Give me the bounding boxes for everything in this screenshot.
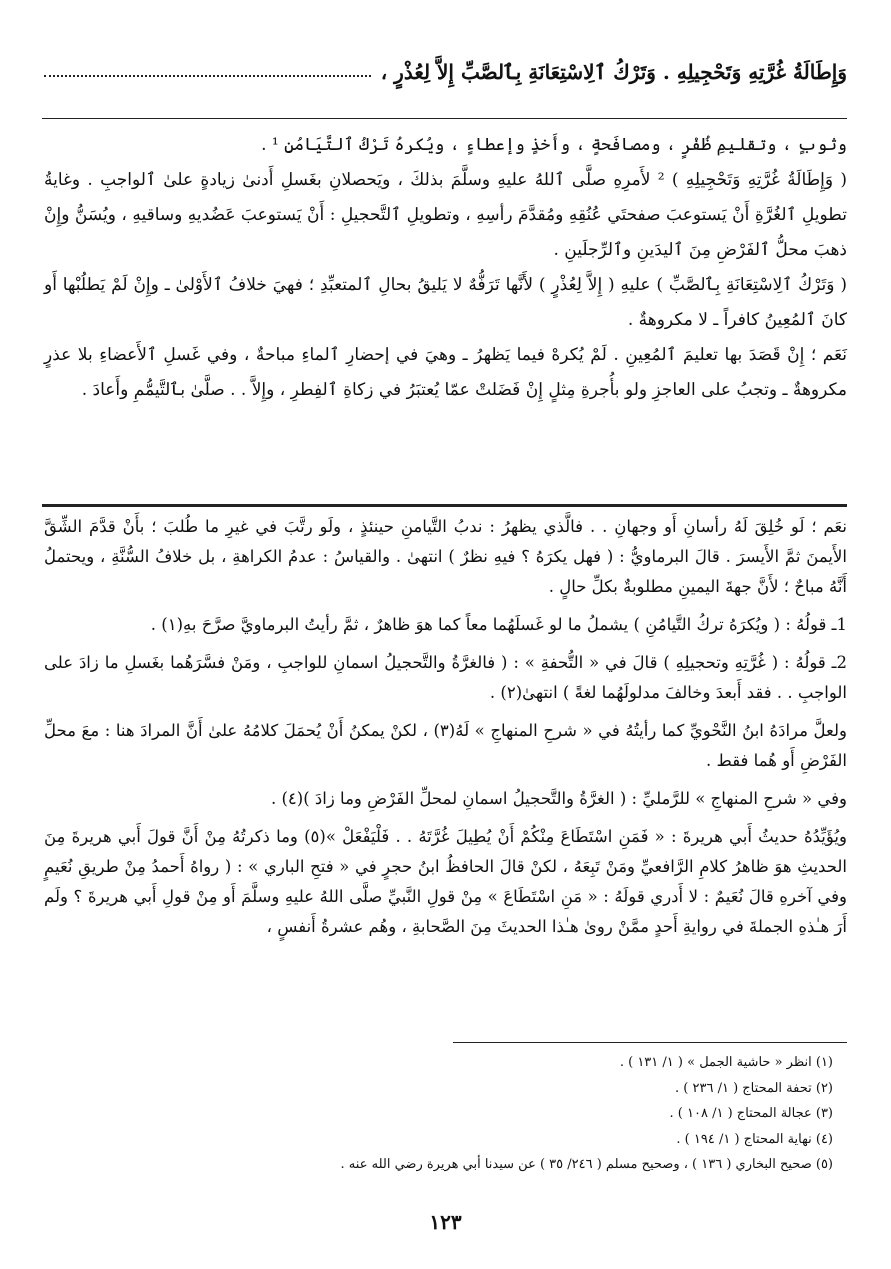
footnote-item: (٤) نهاية المحتاج ( ١/ ١٩٤ ) . bbox=[676, 1131, 833, 1147]
commentary-paragraph-4: ولعلَّ مرادَهُ ابنُ النَّحْويِّ كما رأيتُهُ في « شرحِ المنهاجِ » لَهُ(٣) ، لكنْ يمكنُ أَنْ يُحمَلَ كلامُهُ علىٰ أَنَّ المرادَ هنا : معَ محلِّ الفَرْضِ أَو هُما فقط . bbox=[44, 721, 847, 770]
header-divider bbox=[42, 118, 847, 119]
matn-paragraph-4: نَعَم ؛ إِنْ قَصَدَ بها تعليمَ ٱلمُعِينِ . لَمْ يُكرهْ فيما يَظهرُ ـ وهيَ في إحضارِ ٱلماءِ مباحةٌ ، وفي غَسلِ ٱلأَعضاءِ بلا عذرٍ مكروهةٌ ـ وتجبُ على العاجزِ ولو بأُجرةِ مِثلٍ إِنْ فَضَلتْ عمّا يُعتبَرُ في زكاةِ ٱلفِطرِ ، وإِلاَّ . . صلَّىٰ بٱلتَّيمُّمِ وأَعادَ . bbox=[44, 345, 847, 400]
commentary-divider bbox=[42, 504, 847, 507]
matn-paragraph-1: وثوبٍ ، وتقليمِ ظُفْرٍ ، ومصافَحةٍ ، وأَخذٍ وإعطاءٍ ، ويُكرهُ تَرْكُ ٱلتَّيَامُنِ ¹ . bbox=[261, 135, 847, 155]
commentary-paragraph-5: وفي « شرحِ المنهاجِ » للرَّمليِّ : ( الغرَّةُ والتَّحجيلُ اسمانِ لمحلِّ الفَرْضِ وما زادَ )(٤) . bbox=[270, 789, 847, 808]
matn-text-block bbox=[44, 128, 847, 408]
commentary-paragraph-6: ويُؤَيِّدُهُ حديثُ أَبي هريرةَ : « فَمَنِ اسْتَطَاعَ مِنْكُمْ أَنْ يُطِيلَ غُرَّتَهُ . . فَلْيَفْعَلْ »(٥) وما ذكرتُهُ مِنْ أَنَّ قولَ أَبي هريرةَ مِنَ الحديثِ هوَ ظاهرُ كلامِ الرَّافعيِّ ومَنْ تَبِعَهُ ، لكنْ قالَ الحافظُ ابنُ حجرٍ في « فتحِ الباري » : ( رواهُ أَحمدُ مِنْ طريقِ نُعَيمٍ وفي آخرهِ قالَ نُعَيمٌ : لا أَدري قولَهُ : « مَنِ اسْتَطَاعَ » مِنْ قولِ النَّبيِّ صلَّى اللهُ عليهِ وسلَّمَ أَو مِنْ قولِ أَبي هريرةَ ؟ ولَم أَرَ هـٰذهِ الجملةَ في روايةِ أَحدٍ ممَّنْ روىٰ هـٰذا الحديثَ مِنَ الصَّحابةِ ، وهُم عشرةُ أَنفسٍ ، bbox=[44, 827, 847, 936]
matn-paragraph-3: ( وَتَرْكُ ٱلِاسْتِعَانَةِ بِٱلصَّبِّ ) عليهِ ( إِلاَّ لِعُذْرٍ ) لأَنَّها تَرَفُّهٌ لا يَليقُ بحالِ ٱلمتعبِّدِ ؛ فهيَ خلافُ ٱلأَوْلىٰ ـ وإِنْ لَمْ يَطلُبْها أَو كانَ ٱلمُعِينُ كافراً ـ لا مكروهةٌ . bbox=[44, 275, 847, 330]
header-dotted-leader bbox=[44, 67, 371, 77]
running-header bbox=[44, 60, 847, 84]
footnote-item: (٥) صحيح البخاري ( ١٣٦ ) ، وصحيح مسلم ( ٢٤٦/ ٣٥ ) عن سيدنا أبي هريرة رضي الله عنه . bbox=[340, 1157, 833, 1172]
commentary-paragraph-2: 1ـ قولُهُ : ( ويُكرَهُ تركُ التَّيامُنِ ) يشملُ ما لو غَسلَهُما معاً كما هوَ ظاهرٌ ، ثمَّ رأيتُ البرماويَّ صرَّحَ بهِ(١) . bbox=[150, 615, 847, 634]
footnote-item: (١) انظر « حاشية الجمل » ( ١/ ١٣١ ) . bbox=[619, 1055, 833, 1070]
footnotes-list bbox=[44, 1050, 833, 1178]
footnote-item: (٣) عجالة المحتاج ( ١/ ١٠٨ ) . bbox=[669, 1106, 833, 1121]
commentary-paragraph-3: 2ـ قولُهُ : ( غُرَّتِهِ وتحجيلِهِ ) قالَ في « التُّحفةِ » : ( فالغرَّةُ والتَّحجيلُ اسمانِ للواجبِ ، ومَنْ فسَّرَهُما بغَسلِ ما زادَ على الواجبِ . . فقد أَبعدَ وخالفَ مدلولَهُما لغةً ) انتهىٰ(٢) . bbox=[44, 653, 847, 702]
commentary-paragraph-1: نعَم ؛ لَو خُلِقَ لَهُ رأسانِ أَو وجهانِ . . فالَّذي يظهرُ : ندبُ التَّيامنِ حينئذٍ ، ولَو رتَّبَ في غيرِ ما طُلبَ ؛ بأَنْ قدَّمَ الشِّقَّ الأَيمنَ ثمَّ الأَيسرَ . قالَ البرماويُّ : ( فهل يكرَهُ ؟ فيهِ نظرٌ ) انتهىٰ . والقياسُ : عدمُ الكراهةِ ، بل خلافُ السُّنَّةِ ، ويحتملُ أَنَّهُ مباحٌ ؛ لأَنَّ جهةَ اليمينِ مطلوبةٌ بكلِّ حالٍ . bbox=[44, 517, 847, 596]
page-number: ١٢٣ bbox=[429, 1210, 462, 1234]
commentary-text-block bbox=[44, 512, 847, 950]
header-text: وَإِطَالَةُ غُرَّتِهِ وَتَحْجِيلِهِ . وَتَرْكُ ٱلِاسْتِعَانَةِ بِٱلصَّبِّ إِلاَّ لِعُذْرٍ ، bbox=[380, 60, 847, 84]
matn-paragraph-2: ( وَإِطَالَةُ غُرَّتِهِ وَتَحْجِيلِهِ ) ² لأَمرِهِ صلَّى ٱللهُ عليهِ وسلَّمَ بذلكَ ، ويَحصلانِ بغَسلِ أَدنىٰ زيادةٍ علىٰ ٱلواجبِ . وغايةُ تطويلِ ٱلغُرَّةِ أَنْ يَستوعبَ صفحتَي عُنُقِهِ ومُقدَّمَ رأسِهِ ، وتطويلِ ٱلتَّحجيلِ : أَنْ يَستوعبَ عَضُديهِ وساقيهِ ، ويُسَنُّ وإِنْ ذهبَ محلُّ ٱلفَرْضِ مِنَ ٱليدَينِ وٱلرِّجلَينِ . bbox=[44, 170, 847, 260]
footnote-divider bbox=[453, 1042, 847, 1043]
footnote-item: (٢) تحفة المحتاج ( ١/ ٢٣٦ ) . bbox=[675, 1080, 833, 1096]
